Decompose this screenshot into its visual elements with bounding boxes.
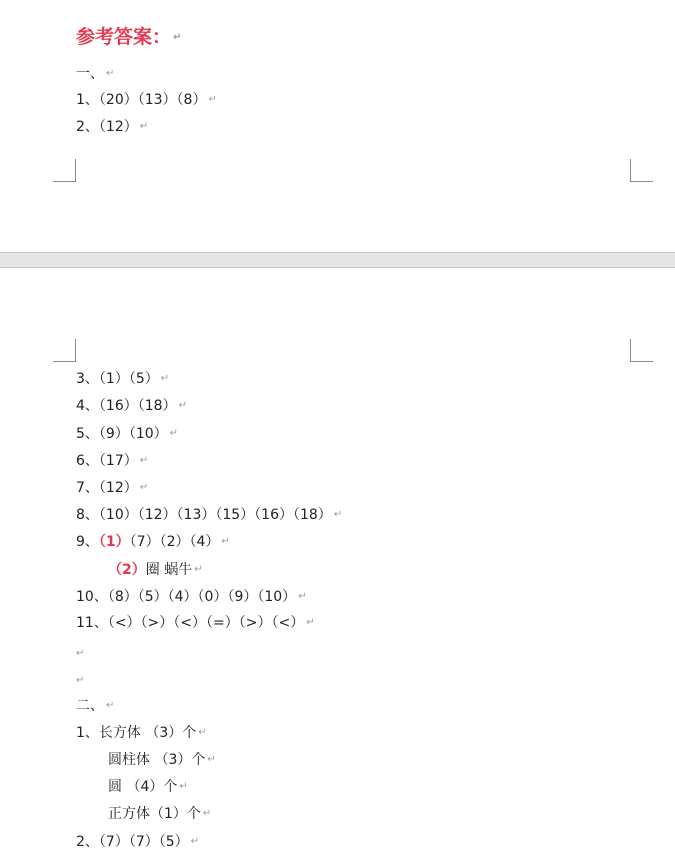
crop-mark-top-right (630, 339, 653, 362)
answer-line: 圆 （4）个 ↵ (108, 779, 188, 795)
answer-line: （2）圈 蜗牛 ↵ (108, 562, 203, 578)
answer-line: 1、（20）（13）（8） ↵ (76, 92, 217, 108)
answer-line: 7、（12） ↵ (76, 480, 149, 496)
answer-line: 3、（1）（5） ↵ (76, 371, 170, 387)
answer-line: 圆柱体 （3）个 ↵ (108, 752, 216, 768)
answer-line: 11、（<）（>）（<）（=）（>）（<） ↵ (76, 615, 315, 631)
section-2-heading: 二、 ↵ (76, 698, 115, 714)
empty-paragraph-mark: ↵ (76, 648, 85, 659)
answer-line: 6、（17） ↵ (76, 453, 149, 469)
crop-mark-bottom-right (630, 159, 653, 182)
document-page-2 (0, 268, 675, 859)
page-gap (0, 252, 675, 268)
answer-line: 1、长方体 （3）个 ↵ (76, 725, 207, 741)
answer-line: 9、（1）（7）（2）（4） ↵ (76, 534, 230, 550)
empty-paragraph-mark: ↵ (76, 675, 85, 686)
section-1-heading: 一、 ↵ (76, 66, 115, 82)
answer-line: 4、（16）（18） ↵ (76, 398, 187, 414)
crop-mark-bottom-left (53, 159, 76, 182)
answer-title: 参考答案： ↵ (76, 26, 182, 48)
answer-line: 2、（7）（7）（5） ↵ (76, 834, 200, 850)
answer-line: 8、（10）（12）（13）（15）（16）（18） ↵ (76, 507, 343, 523)
crop-mark-top-left (53, 339, 76, 362)
answer-line: 10、（8）（5）（4）（0）（9）（10） ↵ (76, 589, 307, 605)
answer-line: 5、（9）（10） ↵ (76, 426, 179, 442)
answer-line: 2、（12） ↵ (76, 119, 149, 135)
answer-line: 正方体（1）个 ↵ (108, 806, 212, 822)
